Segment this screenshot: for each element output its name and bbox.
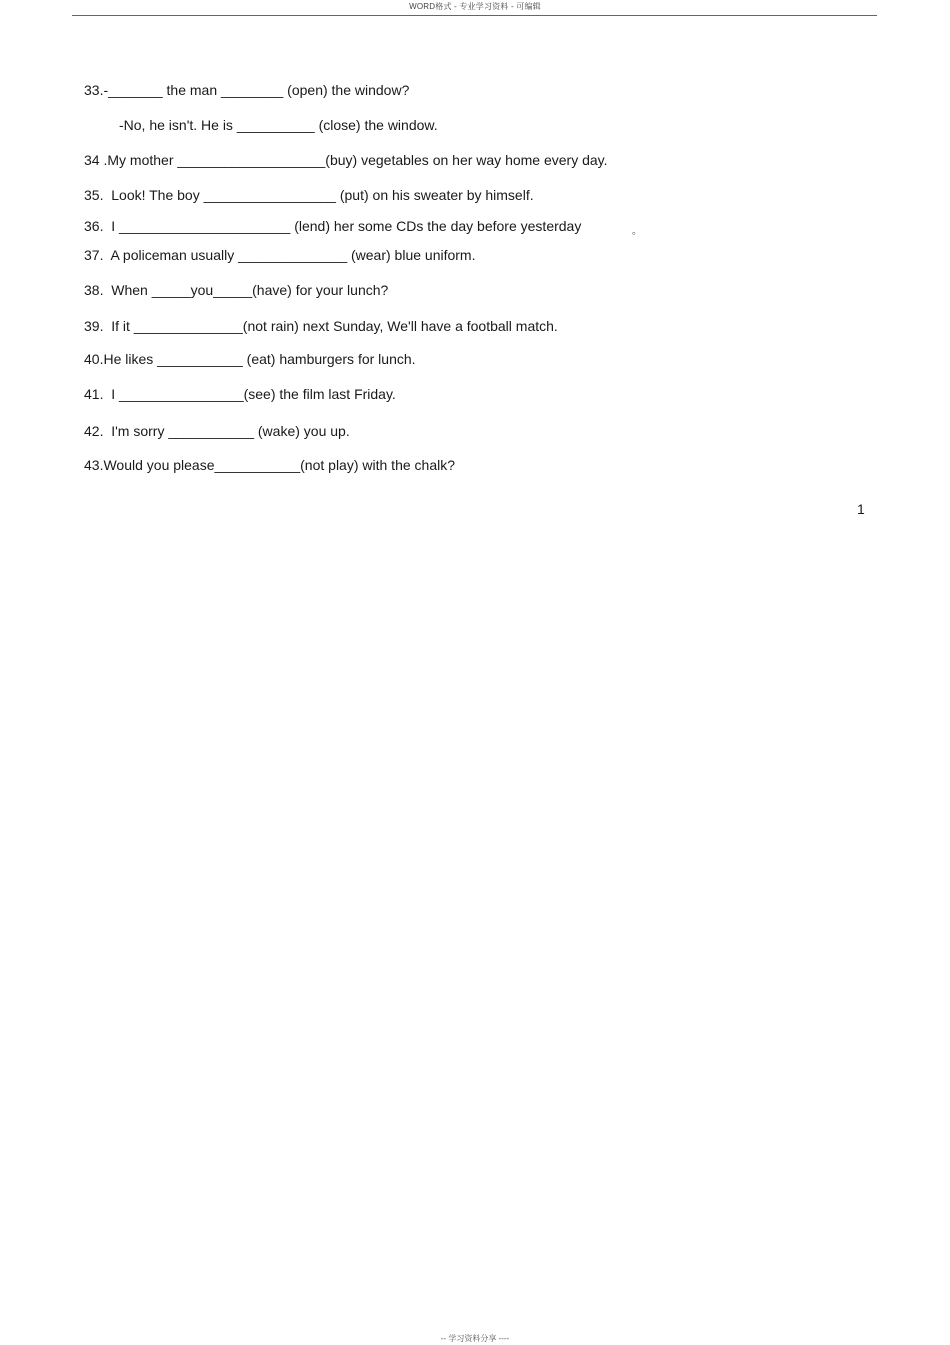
header-divider [72,15,877,16]
exercise-42: 42. I'm sorry ___________ (wake) you up. [84,423,350,439]
page-footer: -- 学习资料分享 ---- [440,1334,510,1343]
exercise-35: 35. Look! The boy _________________ (put) on his sweater by himself. [84,187,534,203]
exercise-37: 37. A policeman usually ______________ (wear) blue uniform. [84,247,476,263]
exercise-36: 36. I ______________________ (lend) her some CDs the day before yesterday [84,218,582,234]
exercise-33-question: 33.-_______ the man ________ (open) the window? [84,82,410,98]
exercise-43: 43.Would you please___________(not play) with the chalk? [84,457,455,473]
exercise-36-mark: 。 [632,226,642,237]
exercise-41: 41. I ________________(see) the film last Friday. [84,386,396,402]
exercise-38: 38. When _____you_____(have) for your lunch? [84,282,389,298]
exercise-34: 34 .My mother ___________________(buy) vegetables on her way home every day. [84,152,608,168]
exercise-33-answer: -No, he isn't. He is __________ (close) the window. [119,117,438,133]
page-number: 1 [857,501,865,517]
exercise-39: 39. If it ______________(not rain) next Sunday, We'll have a football match. [84,318,558,334]
page-header: WORD格式 - 专业学习资料 - 可编辑 [409,2,541,11]
exercise-40: 40.He likes ___________ (eat) hamburgers for lunch. [84,351,416,367]
